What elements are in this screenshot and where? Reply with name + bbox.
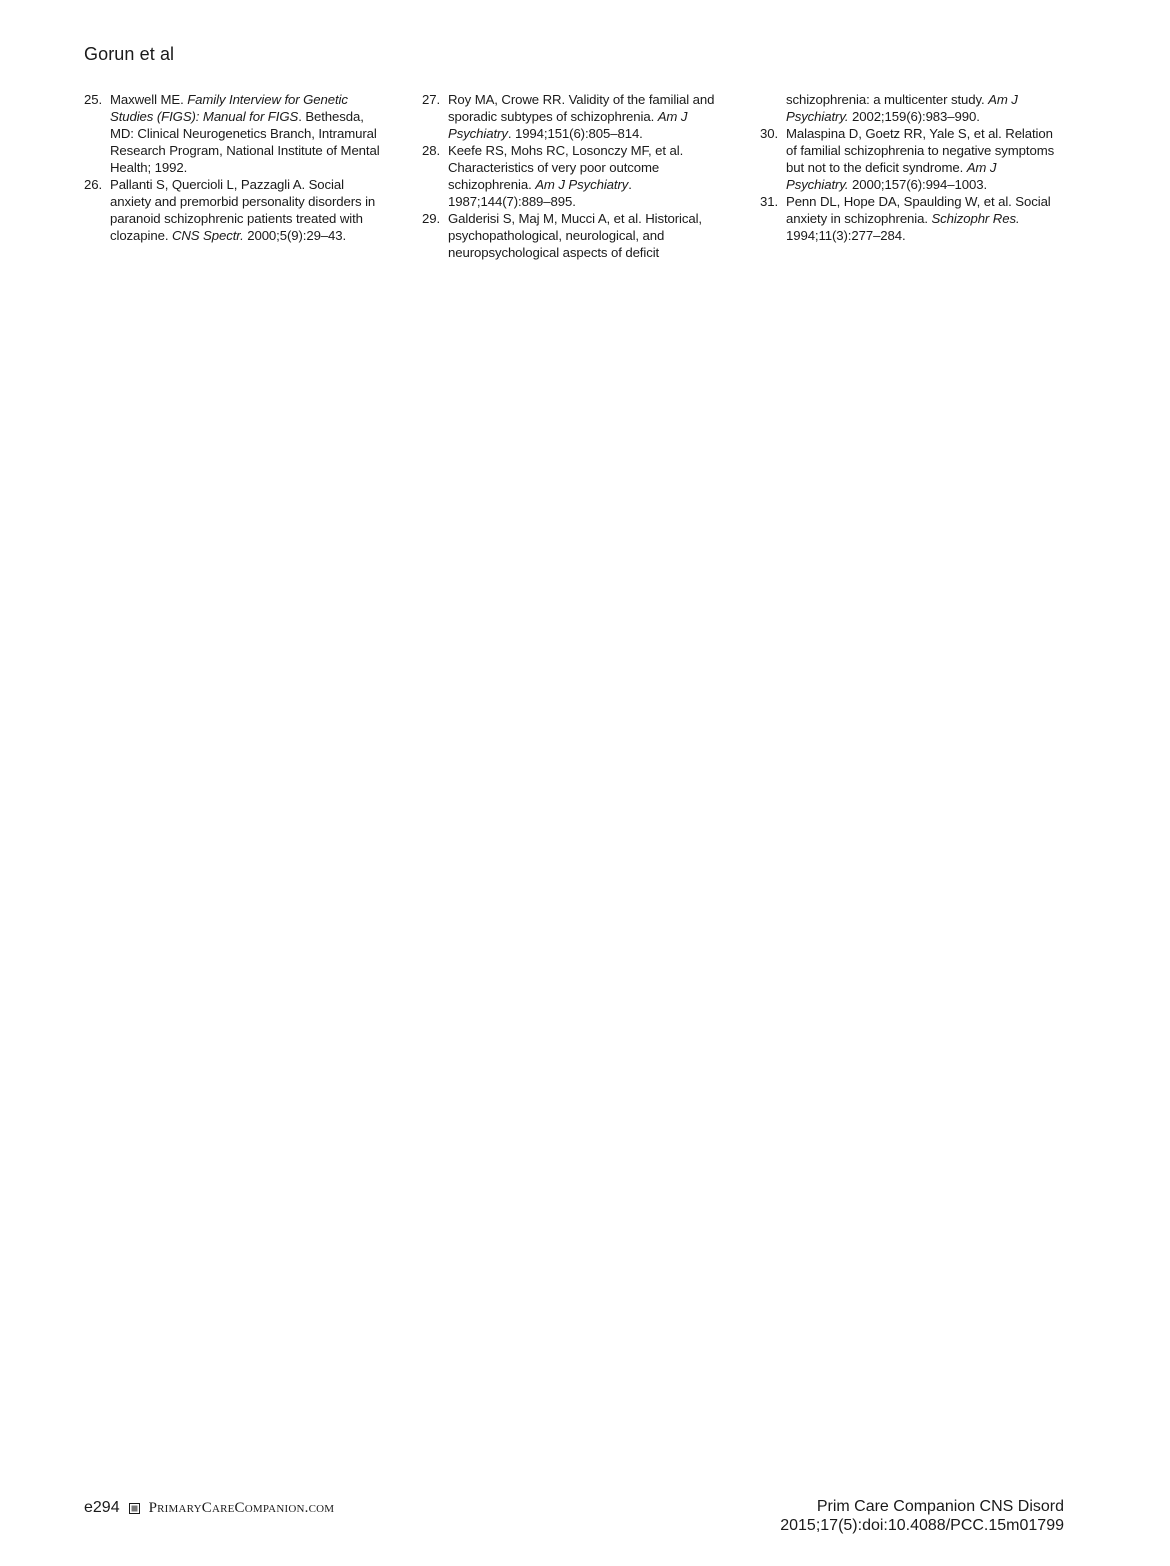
reference-item [760, 125, 1060, 193]
reference-column-3 [760, 91, 1060, 244]
running-head: Gorun et al [84, 44, 175, 64]
journal-name: Prim Care Companion CNS Disord [816, 1498, 1064, 1515]
reference-column-1 [84, 91, 384, 244]
reference-list [84, 91, 1055, 281]
reference-text-segment: Malaspina D, Goetz RR, Yale S, et al. Relation of familial schizophrenia to negative symptoms but not to the deficit syndrome. [786, 126, 1055, 175]
reference-column-2 [422, 91, 722, 261]
reference-text-segment: 2000;5(9):29–43. [243, 228, 347, 243]
reference-text-segment: Pallanti S, Quercioli L, Pazzagli A. Social anxiety and premorbid personality disorders in paranoid schizophrenic patients treated with clozapine. [110, 177, 376, 243]
reference-text-segment: 2002;159(6):983–990. [848, 109, 980, 124]
reference-text [786, 193, 1060, 244]
reference-text [786, 125, 1060, 193]
reference-number: 26. [84, 177, 103, 192]
reference-journal-title: Am J Psychiatry. [786, 160, 997, 192]
reference-item [422, 142, 722, 210]
reference-text [448, 210, 722, 261]
page-number: e294 [84, 1499, 120, 1516]
reference-number: 27. [422, 92, 441, 107]
reference-text [110, 91, 384, 176]
reference-text-segment: schizophrenia: a multicenter study. [786, 92, 989, 107]
journal-citation [780, 1497, 1064, 1535]
reference-number: 28. [422, 143, 441, 158]
reference-item [760, 193, 1060, 244]
reference-number: 31. [760, 194, 779, 209]
site-link[interactable]: PrimaryCareCompanion.com [148, 1499, 335, 1516]
reference-text-segment: 1994;11(3):277–284. [786, 228, 906, 243]
reference-text-segment: Maxwell ME. [110, 92, 188, 107]
reference-text [110, 176, 384, 244]
reference-journal-title: Family Interview for Genetic Studies (FIGS): Manual for FIGS [110, 92, 348, 124]
reference-number: 30. [760, 126, 779, 141]
reference-text-segment: Roy MA, Crowe RR. Validity of the familial and sporadic subtypes of schizophrenia. [448, 92, 715, 124]
reference-text-segment: 2000;157(6):994–1003. [848, 177, 988, 192]
reference-journal-title: Am J Psychiatry [535, 177, 629, 192]
reference-item [422, 91, 722, 142]
square-icon [129, 1503, 140, 1514]
reference-text-segment: . Bethesda, MD: Clinical Neurogenetics Branch, Intramural Research Program, National Institute of Mental Health; 1992. [110, 109, 380, 175]
journal-doi: 2015;17(5):doi:10.4088/PCC.15m01799 [780, 1517, 1064, 1534]
reference-item [760, 91, 1060, 125]
reference-journal-title: Am J Psychiatry [448, 109, 688, 141]
reference-text [448, 142, 722, 210]
reference-text-segment: Penn DL, Hope DA, Spaulding W, et al. Social anxiety in schizophrenia. [786, 194, 1051, 226]
footer-left [84, 1499, 334, 1517]
reference-number: 29. [422, 211, 441, 226]
reference-text-segment: Galderisi S, Maj M, Mucci A, et al. Historical, psychopathological, neurological, and neuropsychological aspects of deficit [448, 211, 702, 260]
reference-journal-title: Am J Psychiatry. [786, 92, 1018, 124]
reference-text [448, 91, 722, 142]
reference-text [786, 91, 1060, 125]
reference-item [84, 176, 384, 244]
reference-journal-title: Schizophr Res. [931, 211, 1020, 226]
reference-text-segment: Keefe RS, Mohs RC, Losonczy MF, et al. Characteristics of very poor outcome schizophrenia. [448, 143, 684, 192]
reference-item [422, 210, 722, 261]
reference-journal-title: CNS Spectr. [171, 228, 244, 243]
reference-number: 25. [84, 92, 103, 107]
reference-text-segment: . 1994;151(6):805–814. [507, 126, 643, 141]
reference-text-segment: . 1987;144(7):889–895. [448, 177, 632, 209]
reference-item [84, 91, 384, 176]
